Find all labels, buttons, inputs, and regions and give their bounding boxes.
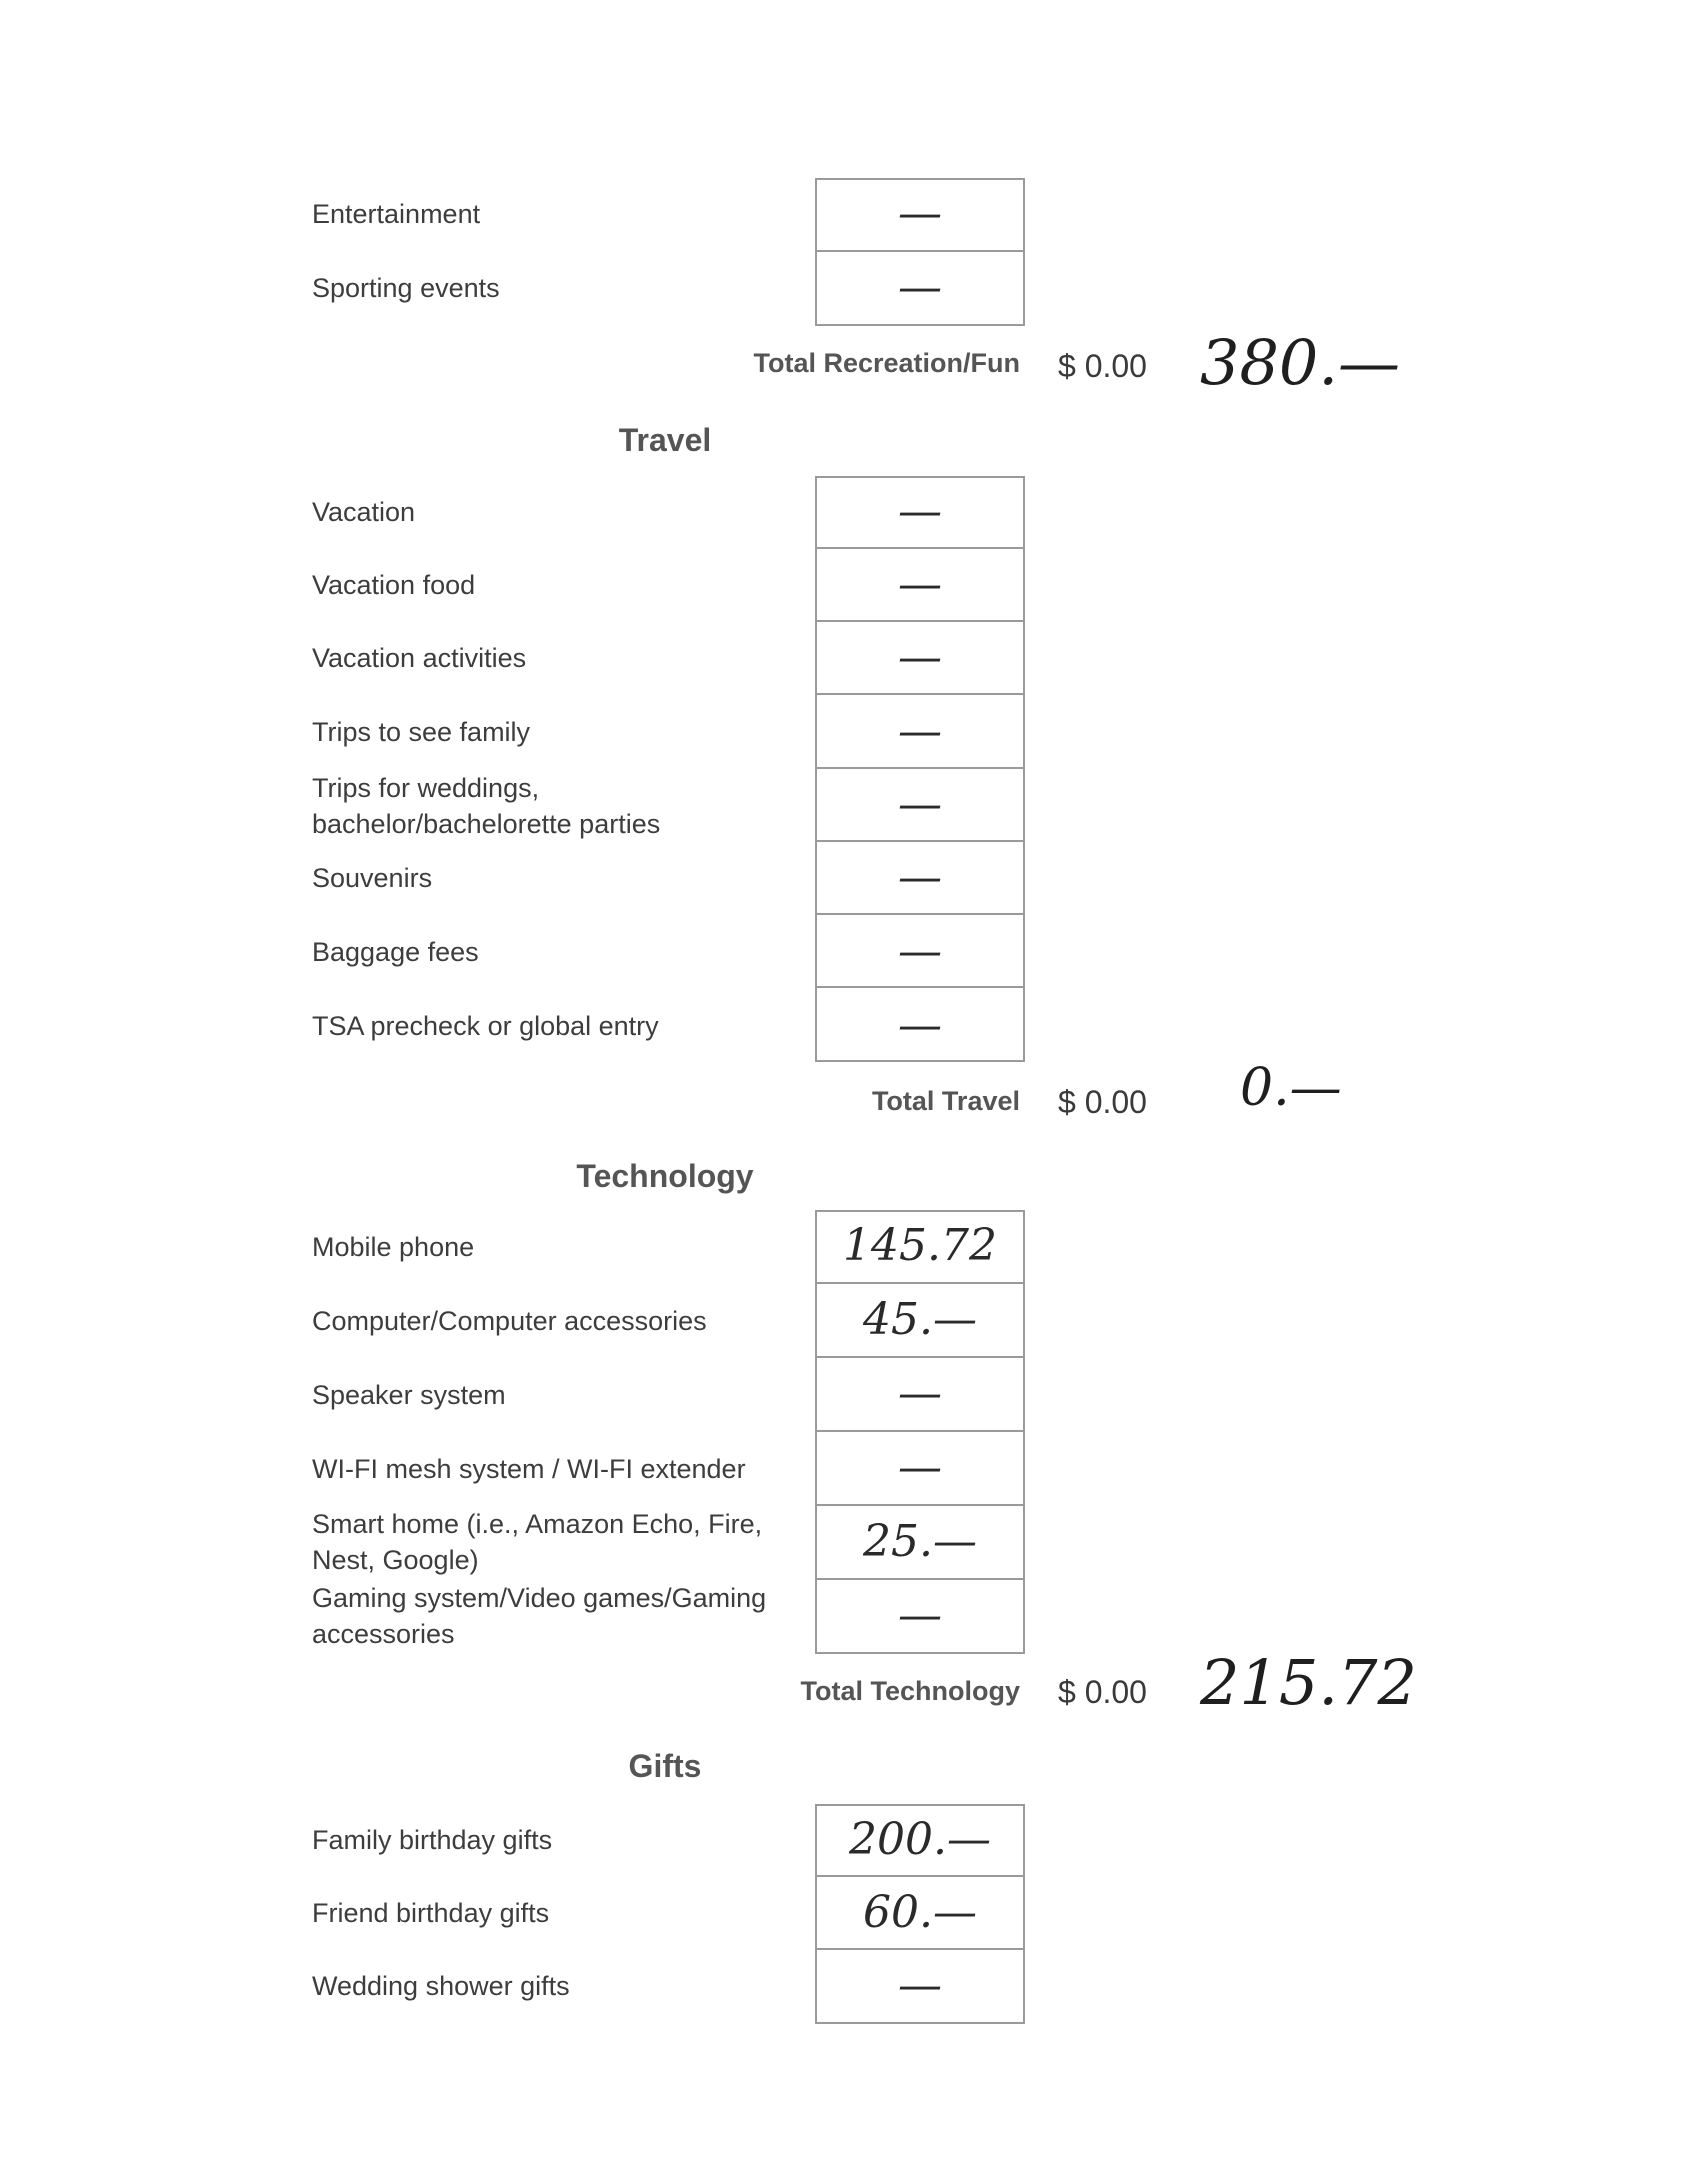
item-label-mobile-phone: Mobile phone [312,1232,475,1262]
item-value-tsa-precheck[interactable]: — [898,1000,942,1051]
item-value-vacation-activities[interactable]: — [898,632,942,683]
section-title-travel: Travel [618,422,712,458]
item-label-trips-for-weddings: Trips for weddings, bachelor/bachelorette parties [312,773,661,839]
item-value-smart-home[interactable]: 25.— [863,1516,977,1567]
item-value-trips-to-see-family[interactable]: — [898,706,942,757]
item-value-wedding-shower-gifts[interactable]: — [898,1960,942,2011]
item-label-sporting-events: Sporting events [312,273,500,303]
item-value-vacation[interactable]: — [898,486,942,537]
total-amount-technology: $ 0.00 [1058,1674,1147,1710]
item-value-mobile-phone[interactable]: 145.72 [843,1220,997,1271]
section-title-gifts: Gifts [628,1748,702,1784]
item-label-gaming-system: Gaming system/Video games/Gaming accessories [312,1583,767,1649]
item-value-wifi-mesh[interactable]: — [898,1442,942,1493]
item-value-entertainment[interactable]: — [898,188,942,239]
item-label-smart-home: Smart home (i.e., Amazon Echo, Fire, Nest, Google) [312,1509,763,1575]
item-label-family-birthday-gifts: Family birthday gifts [312,1825,553,1855]
item-label-vacation-activities: Vacation activities [312,643,527,673]
handwritten-total-technology: 215.72 [1200,1646,1417,1719]
item-label-wedding-shower-gifts: Wedding shower gifts [312,1971,570,2001]
handwritten-total-recreation: 380.— [1200,326,1401,399]
total-label-recreation: Total Recreation/Fun [753,348,1020,378]
total-label-technology: Total Technology [800,1676,1020,1706]
item-label-souvenirs: Souvenirs [312,863,433,893]
item-value-souvenirs[interactable]: — [898,852,942,903]
item-label-entertainment: Entertainment [312,199,481,229]
item-value-vacation-food[interactable]: — [898,559,942,610]
item-value-speaker-system[interactable]: — [898,1368,942,1419]
item-label-baggage-fees: Baggage fees [312,937,479,967]
section-title-technology: Technology [576,1158,754,1194]
item-value-gaming-system[interactable]: — [898,1590,942,1641]
item-label-tsa-precheck: TSA precheck or global entry [312,1011,659,1041]
item-label-computer-accessories: Computer/Computer accessories [312,1306,707,1336]
item-label-speaker-system: Speaker system [312,1380,506,1410]
item-value-family-birthday-gifts[interactable]: 200.— [849,1814,991,1865]
total-label-travel: Total Travel [871,1086,1020,1116]
item-label-vacation: Vacation [312,497,416,527]
item-value-baggage-fees[interactable]: — [898,926,942,977]
item-label-friend-birthday-gifts: Friend birthday gifts [312,1898,550,1928]
item-value-computer-accessories[interactable]: 45.— [863,1294,977,1345]
handwritten-total-travel: 0.— [1240,1058,1342,1118]
total-amount-travel: $ 0.00 [1058,1084,1147,1120]
item-value-sporting-events[interactable]: — [898,262,942,313]
item-label-wifi-mesh: WI-FI mesh system / WI-FI extender [312,1454,746,1484]
item-value-friend-birthday-gifts[interactable]: 60.— [863,1887,977,1938]
total-amount-recreation: $ 0.00 [1058,348,1147,384]
item-value-trips-for-weddings[interactable]: — [898,779,942,830]
item-label-trips-to-see-family: Trips to see family [312,717,531,747]
item-label-vacation-food: Vacation food [312,570,476,600]
